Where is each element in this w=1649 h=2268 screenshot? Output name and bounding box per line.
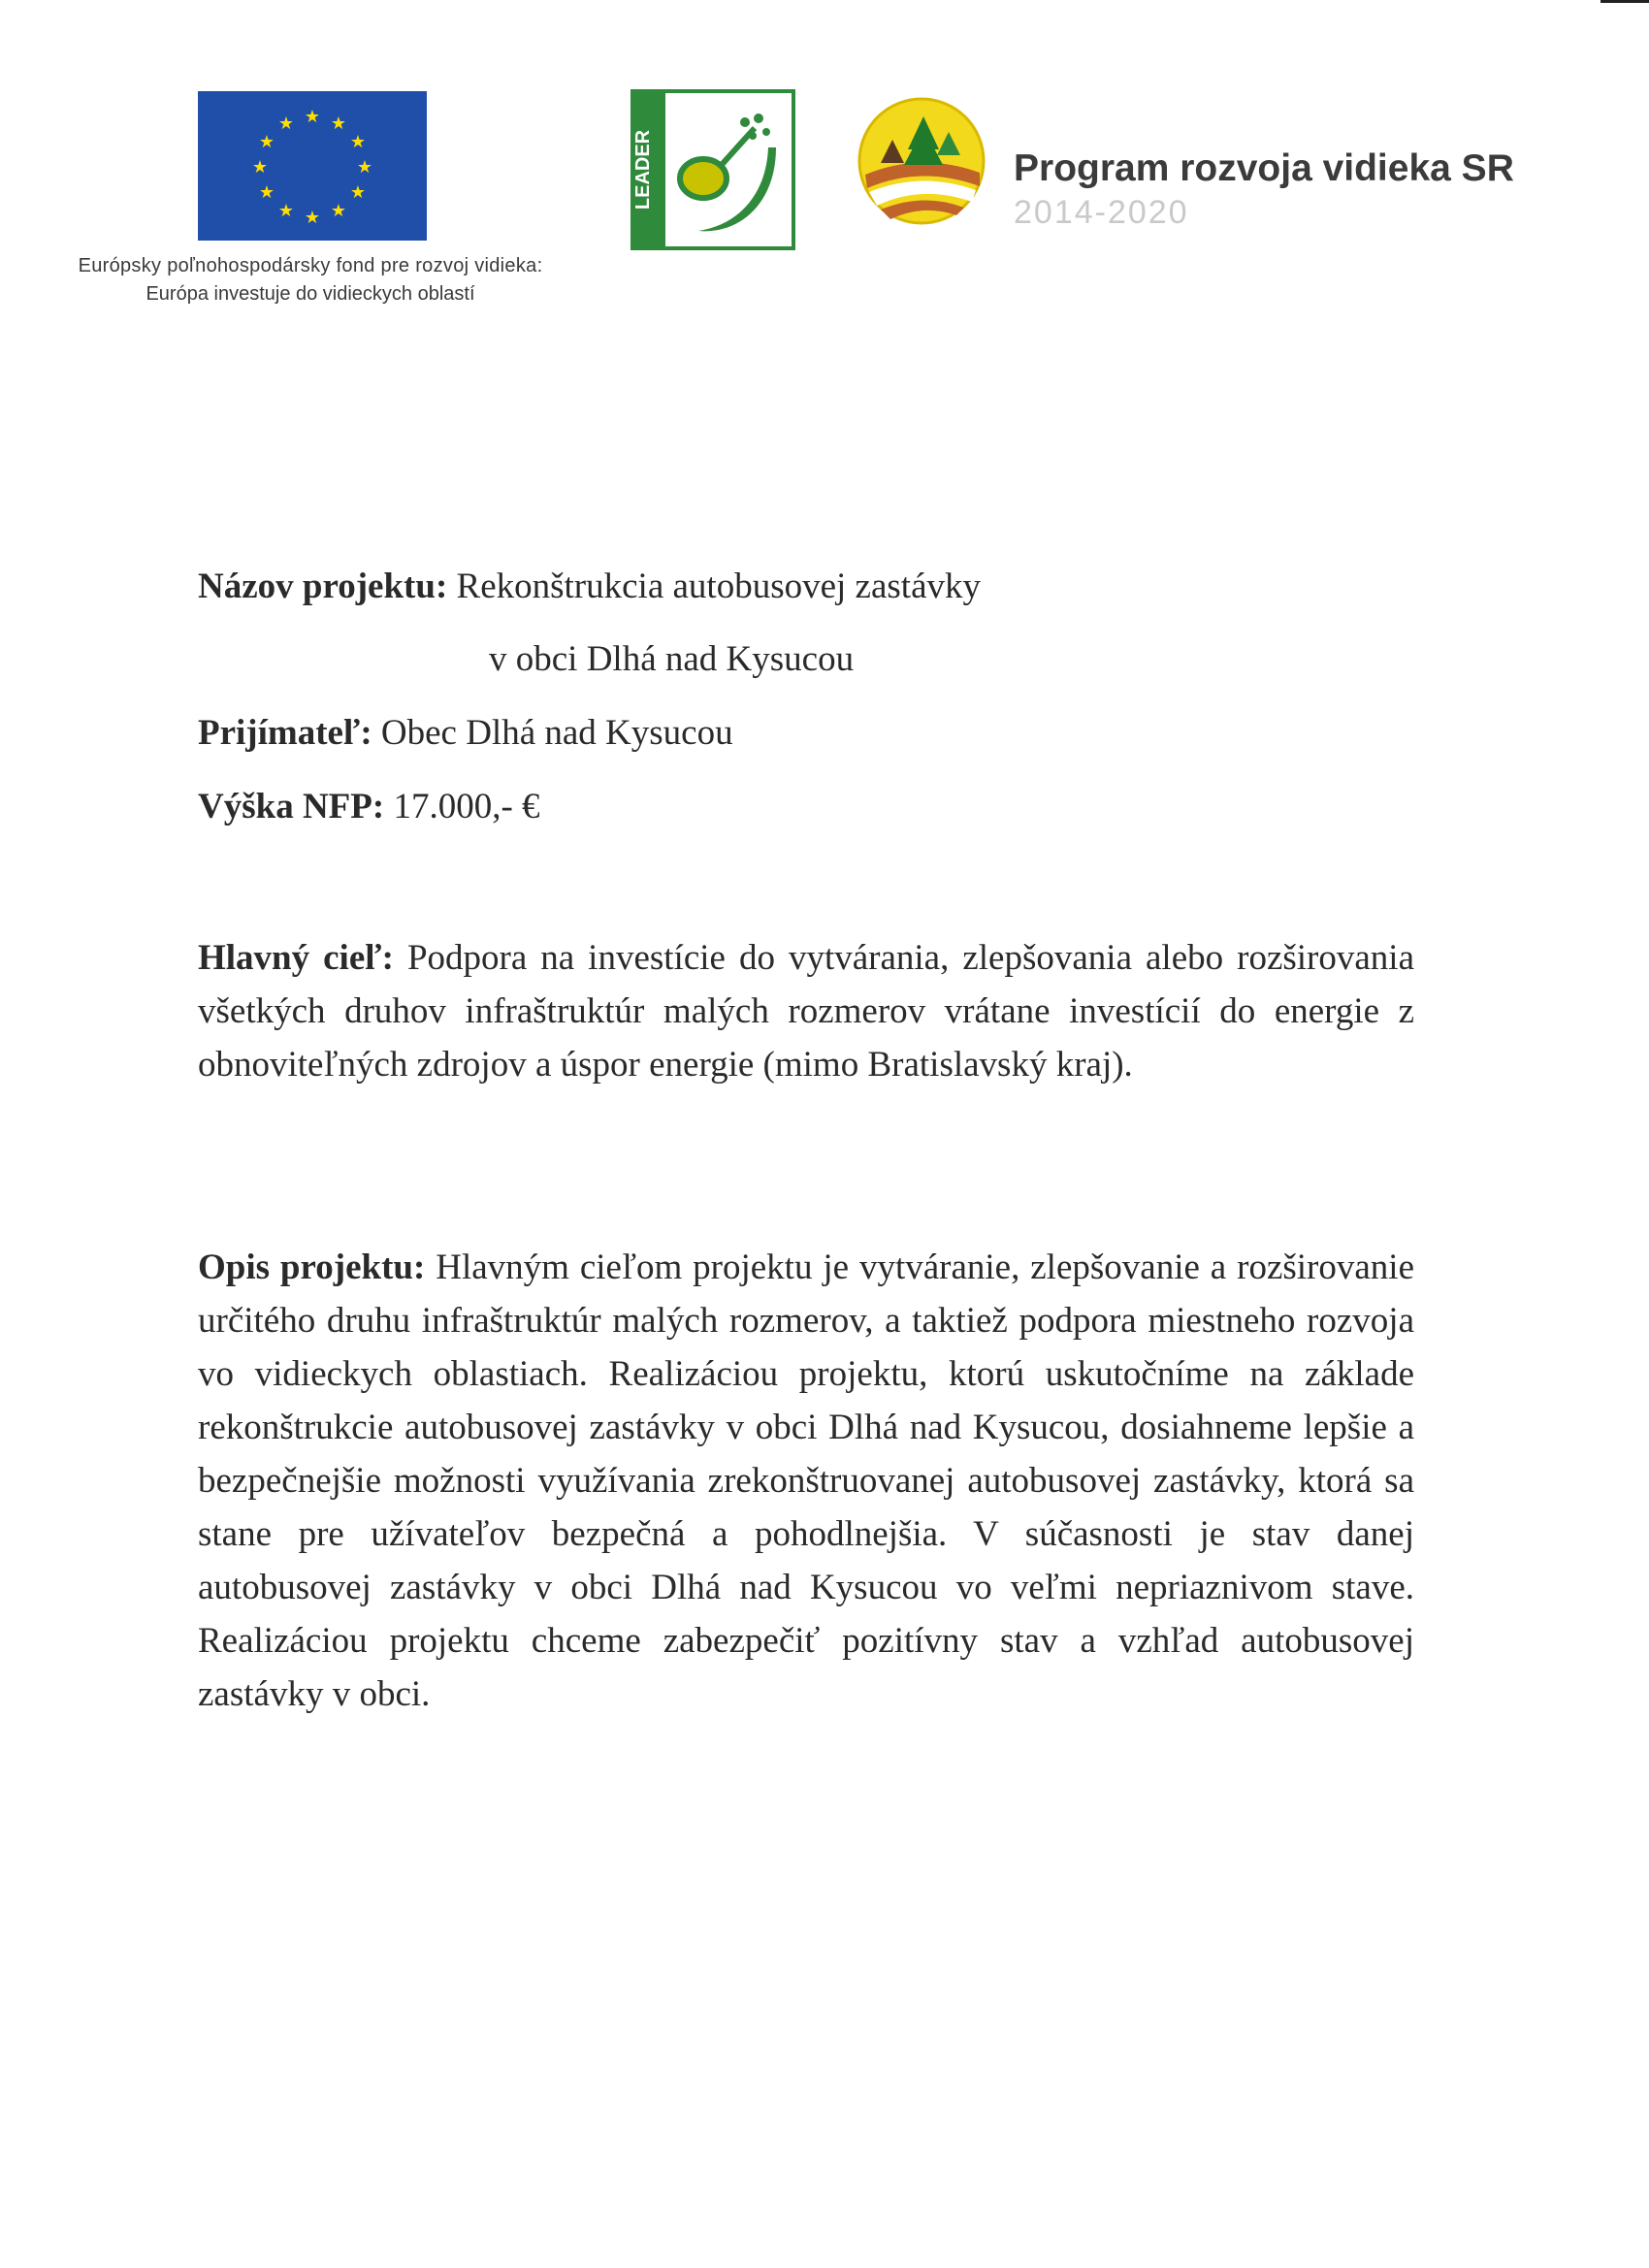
program-years: 2014-2020 — [1014, 194, 1189, 231]
svg-text:★: ★ — [356, 157, 373, 178]
project-name-line — [198, 566, 981, 607]
main-goal-paragraph — [198, 931, 1414, 1091]
svg-text:★: ★ — [277, 201, 295, 221]
amount-label: Výška NFP: — [198, 787, 385, 826]
recipient-line — [198, 712, 733, 754]
svg-text:★: ★ — [258, 132, 275, 152]
program-title: Program rozvoja vidieka SR — [1014, 147, 1514, 189]
project-name-value: Rekonštrukcia autobusovej zastávky — [456, 567, 981, 606]
project-description-paragraph — [198, 1241, 1414, 1721]
svg-text:★: ★ — [304, 107, 321, 127]
svg-text:★: ★ — [330, 201, 347, 221]
svg-text:★: ★ — [277, 113, 295, 134]
main-goal-text: Podpora na investície do vytvárania, zlepšovania alebo rozširovania všetkých druhov infraštruktúr malých rozmerov vrátane investícií do energie z obnoviteľných zdrojov a úspor energie (mimo Bratislavský kraj). — [198, 938, 1414, 1085]
svg-text:★: ★ — [304, 208, 321, 228]
project-description-label: Opis projektu: — [198, 1247, 426, 1287]
leader-logo — [630, 89, 795, 250]
eu-caption — [0, 255, 621, 306]
eu-caption-line1: Európsky poľnohospodársky fond pre rozvoj vidieka: — [78, 255, 543, 276]
svg-text:★: ★ — [330, 113, 347, 134]
svg-text:★: ★ — [258, 182, 275, 203]
eu-flag-logo — [198, 91, 427, 241]
amount-value: 17.000,- € — [393, 787, 540, 826]
leader-logo-text: LEADER — [632, 129, 654, 211]
recipient-label: Prijímateľ: — [198, 713, 372, 753]
svg-text:★: ★ — [251, 157, 269, 178]
svg-text:★: ★ — [349, 132, 367, 152]
rural-development-logo — [856, 95, 987, 227]
project-name-line2: v obci Dlhá nad Kysucou — [489, 639, 855, 679]
project-name-label: Názov projektu: — [198, 567, 448, 606]
amount-line — [198, 786, 540, 827]
svg-text:★: ★ — [349, 182, 367, 203]
main-goal-label: Hlavný cieľ: — [198, 938, 394, 978]
eu-caption-line2: Európa investuje do vidieckych oblastí — [146, 283, 475, 305]
recipient-value: Obec Dlhá nad Kysucou — [380, 713, 733, 753]
project-description-text: Hlavným cieľom projektu je vytváranie, zlepšovanie a rozširovanie určitého druhu infraštruktúr malých rozmerov, a taktiež podpora miestneho rozvoja vo vidieckych oblastiach. Realizáciou projektu, ktorú uskutočníme na základe rekonštrukcie autobusovej zastávky v obci Dlhá nad Kysucou, dosiahneme lepšie a bezpečnejšie možnosti využívania zrekonštruovanej autobusovej zastávky, ktorá sa stane pre užívateľov bezpečná a pohodlnejšia. V súčasnosti je stav danej autobusovej zastávky v obci Dlhá nad Kysucou vo veľmi nepriaznivom stave. Realizáciou projektu chceme zabezpečiť pozitívny stav a vzhľad autobusovej zastávky v obci. — [198, 1247, 1414, 1714]
document-header — [0, 0, 1649, 330]
